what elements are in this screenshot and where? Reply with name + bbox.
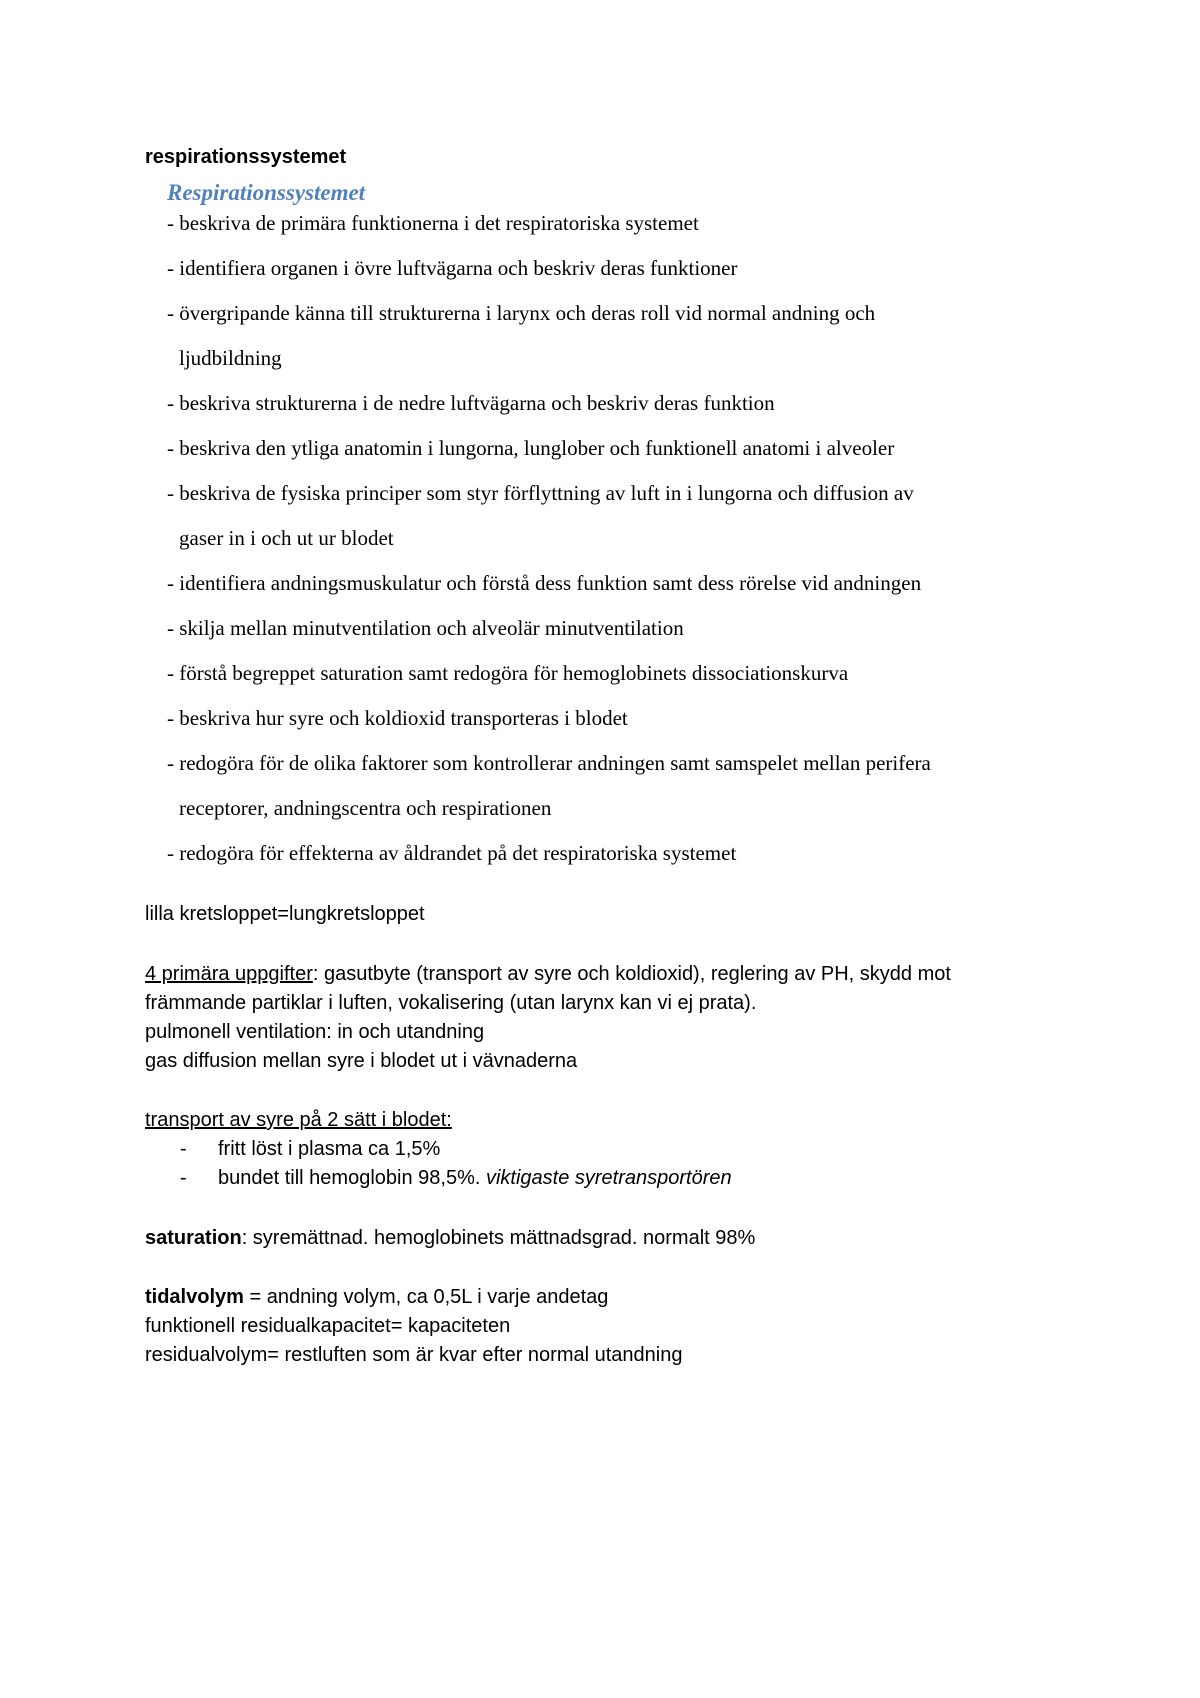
list-item [180,1135,440,1164]
note-line: främmande partiklar i luften, vokalisering (utan larynx kan vi ej prata). [145,992,757,1014]
underlined-term: 4 primära uppgifter [145,963,313,985]
objective-line: - identifiera organen i övre luftvägarna och beskriv deras funktioner [167,256,738,280]
note-text: : syremättnad. hemoglobinets mättnadsgrad. normalt 98% [241,1227,756,1249]
italic-emphasis: viktigaste syretransportören [485,1167,732,1189]
objective-line-continuation: gaser in i och ut ur blodet [179,526,394,550]
objective-line: - redogöra för de olika faktorer som kontrollerar andningen samt samspelet mellan perifera [167,751,931,775]
objective-line: - beskriva de fysiska principer som styr förflyttning av luft in i lungorna och diffusion av [167,481,914,505]
objective-line: - beskriva de primära funktionerna i det respiratoriska systemet [167,211,699,235]
note-text: = andning volym, ca 0,5L i varje andetag [243,1286,609,1308]
objective-line-continuation: receptorer, andningscentra och respirationen [179,796,552,820]
objective-line: - förstå begreppet saturation samt redogöra för hemoglobinets dissociationskurva [167,661,849,685]
objective-line: - beskriva den ytliga anatomin i lungorna, lunglober och funktionell anatomi i alveoler [167,436,895,460]
note-line [145,1283,608,1312]
bold-term: tidalvolym [145,1286,244,1308]
document-title: respirationssystemet [145,146,347,168]
note-line: residualvolym= restluften som är kvar efter normal utandning [145,1344,683,1366]
bold-term: saturation [145,1227,242,1249]
note-line [145,960,951,989]
note-line: lilla kretsloppet=lungkretsloppet [145,903,425,925]
list-item-text: fritt löst i plasma ca 1,5% [218,1138,441,1160]
note-line [145,1224,755,1253]
objective-line: - beskriva strukturerna i de nedre luftvägarna och beskriv deras funktion [167,391,775,415]
objective-line: - skilja mellan minutventilation och alveolär minutventilation [167,616,684,640]
note-line: funktionell residualkapacitet= kapaciteten [145,1315,511,1337]
note-line: pulmonell ventilation: in och utandning [145,1021,485,1043]
bullet-dash: - [180,1138,187,1160]
objective-line: - redogöra för effekterna av åldrandet på det respiratoriska systemet [167,841,737,865]
note-text: : gasutbyte (transport av syre och koldioxid), reglering av PH, skydd mot [312,963,951,985]
note-line: gas diffusion mellan syre i blodet ut i vävnaderna [145,1050,578,1072]
objective-line: - identifiera andningsmuskulatur och förstå dess funktion samt dess rörelse vid andningen [167,571,922,595]
bullet-dash: - [180,1167,187,1189]
objective-line-continuation: ljudbildning [179,346,282,370]
section-heading: Respirationssystemet [167,180,366,205]
objective-line: - beskriva hur syre och koldioxid transporteras i blodet [167,706,628,730]
list-item-text: bundet till hemoglobin 98,5%. [218,1167,481,1189]
objective-line: - övergripande känna till strukturerna i larynx och deras roll vid normal andning och [167,301,876,325]
list-item [180,1164,732,1193]
subsection-heading: transport av syre på 2 sätt i blodet: [145,1109,452,1131]
